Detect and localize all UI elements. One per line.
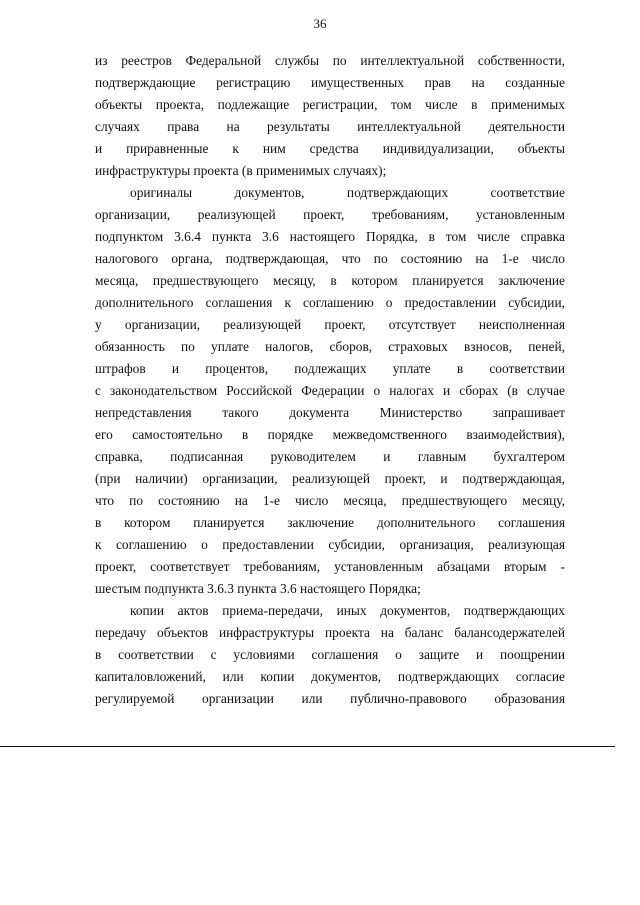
text-line: капиталовложений, или копии документов, подтверждающих согласие bbox=[95, 669, 565, 684]
text-line: передачу объектов инфраструктуры проекта на баланс балансодержателей bbox=[95, 625, 565, 640]
text-line: шестым подпункта 3.6.3 пункта 3.6 настоящего Порядка; bbox=[95, 581, 421, 596]
text-line: (при наличии) организации, реализующей проект, и подтверждающая, bbox=[95, 471, 565, 486]
text-line: подпунктом 3.6.4 пункта 3.6 настоящего Порядка, в том числе справка bbox=[95, 229, 565, 244]
text-line: справка, подписанная руководителем и главным бухгалтером bbox=[95, 449, 565, 464]
text-line: штрафов и процентов, подлежащих уплате в соответствии bbox=[95, 361, 565, 376]
text-line: с законодательством Российской Федерации о налогах и сборах (в случае bbox=[95, 383, 565, 398]
text-line: проект, соответствует требованиям, установленным абзацами вторым - bbox=[95, 559, 565, 574]
text-line: к соглашению о предоставлении субсидии, организация, реализующая bbox=[95, 537, 565, 552]
text-line: оригиналы документов, подтверждающих соответствие bbox=[130, 185, 565, 200]
text-line: что по состоянию на 1-е число месяца, предшествующего месяцу, bbox=[95, 493, 565, 508]
text-line: случаях права на результаты интеллектуальной деятельности bbox=[95, 119, 565, 134]
text-line: копии актов приема-передачи, иных документов, подтверждающих bbox=[130, 603, 565, 618]
text-line: и приравненные к ним средства индивидуализации, объекты bbox=[95, 141, 565, 156]
text-line: у организации, реализующей проект, отсутствует неисполненная bbox=[95, 317, 565, 332]
text-line: в котором планируется заключение дополнительного соглашения bbox=[95, 515, 565, 530]
text-line: инфраструктуры проекта (в применимых случаях); bbox=[95, 163, 387, 178]
text-line: непредставления такого документа Министерство запрашивает bbox=[95, 405, 565, 420]
text-line: объекты проекта, подлежащие регистрации, том числе в применимых bbox=[95, 97, 565, 112]
text-line: из реестров Федеральной службы по интеллектуальной собственности, bbox=[95, 53, 565, 68]
document-body bbox=[95, 50, 565, 710]
text-line: регулируемой организации или публично-правового образования bbox=[95, 691, 565, 706]
page-number: 36 bbox=[313, 16, 327, 31]
text-line: дополнительного соглашения к соглашению о предоставлении субсидии, bbox=[95, 295, 565, 310]
page-divider-line bbox=[0, 746, 615, 747]
text-line: организации, реализующей проект, требованиям, установленным bbox=[95, 207, 565, 222]
text-line: месяца, предшествующего месяцу, в котором планируется заключение bbox=[95, 273, 565, 288]
text-line: налогового органа, подтверждающая, что по состоянию на 1-е число bbox=[95, 251, 565, 266]
text-line: обязанность по уплате налогов, сборов, страховых взносов, пеней, bbox=[95, 339, 565, 354]
text-line: подтверждающие регистрацию имущественных прав на созданные bbox=[95, 75, 565, 90]
text-line: его самостоятельно в порядке межведомственного взаимодействия), bbox=[95, 427, 565, 442]
text-line: в соответствии с условиями соглашения о защите и поощрении bbox=[95, 647, 565, 662]
